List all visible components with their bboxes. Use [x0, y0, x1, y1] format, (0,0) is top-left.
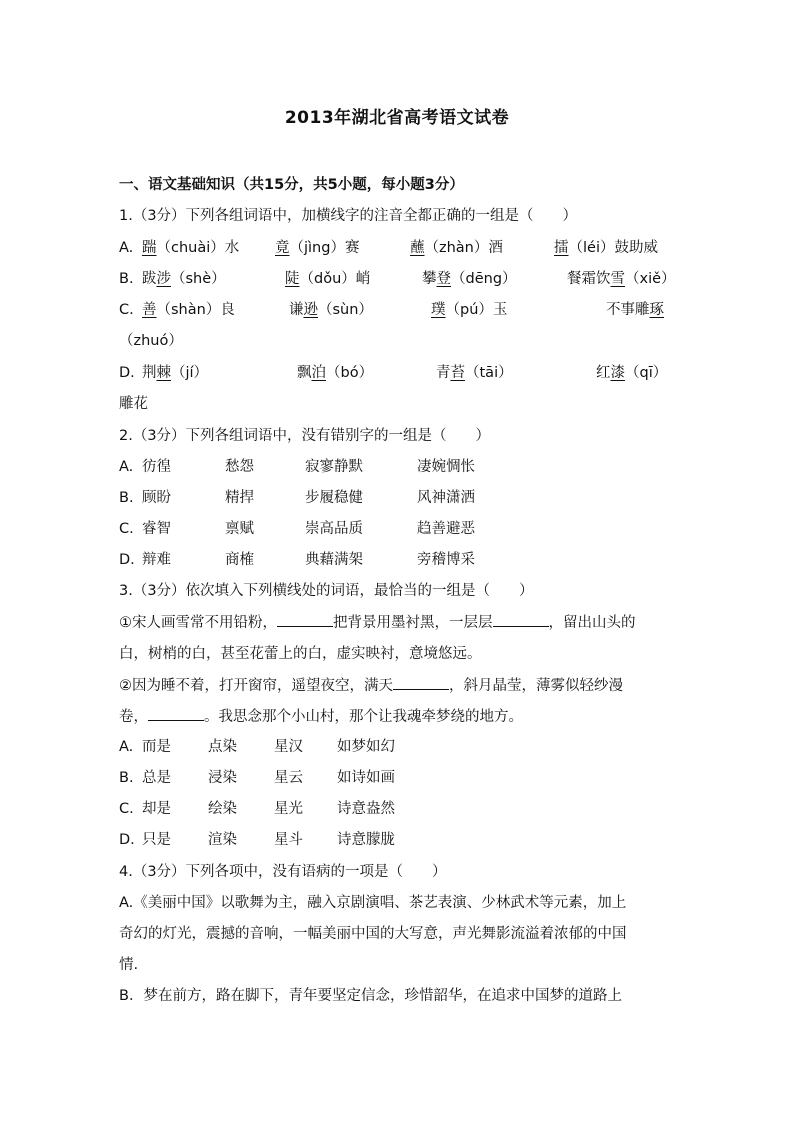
option-word: 寂寥静默 — [305, 459, 363, 475]
option-word: 星斗 — [274, 832, 303, 848]
q1d-word-4-cont: 雕花 — [119, 396, 148, 412]
option-word: 只是 — [142, 832, 171, 848]
q1a-word-2: 竟（jìng）赛 — [275, 240, 360, 256]
option-word: 浸染 — [208, 770, 237, 786]
option-word: 却是 — [142, 801, 171, 817]
q1c-word-4-pinyin: （zhuó） — [119, 333, 183, 349]
option-label: B. — [119, 770, 134, 786]
q1c-word-2: 谦逊（sùn） — [289, 302, 373, 318]
option-word: 而是 — [142, 739, 171, 755]
option-label: D. — [119, 832, 135, 848]
q1c-word-3: 璞（pú）玉 — [431, 302, 508, 318]
question-1-stem: 1.（3分）下列各组词语中，加横线字的注音全都正确的一组是（ ） — [119, 208, 578, 224]
option-label: A. — [119, 240, 134, 256]
option-word: 诗意朦胧 — [337, 832, 395, 848]
q1a-word-1: 踹（chuài）水 — [142, 240, 240, 256]
option-label: C. — [119, 521, 134, 537]
q1b-word-2: 陡（dǒu）峭 — [285, 271, 371, 287]
option-label: B. — [119, 271, 134, 287]
option-word: 顾盼 — [142, 490, 171, 506]
option-word: 星光 — [274, 801, 303, 817]
q3-passage-2-line-1: ②因为睡不着，打开窗帘，遥望夜空，满天 ，斜月晶莹，薄雾似轻纱漫 — [119, 675, 623, 696]
option-word: 步履稳健 — [305, 490, 363, 506]
option-word: 风神潇洒 — [417, 490, 475, 506]
option-word: 旁稽博采 — [417, 552, 475, 568]
option-word: 如梦如幻 — [337, 739, 395, 755]
option-label: D. — [119, 552, 135, 568]
option-label: C. — [119, 801, 134, 817]
q1d-word-2: 飘泊（bó） — [297, 365, 374, 381]
question-3-stem: 3.（3分）依次填入下列横线处的词语，最恰当的一组是（ ） — [119, 583, 534, 599]
option-word: 崇高品质 — [305, 521, 363, 537]
option-word: 诗意盎然 — [337, 801, 395, 817]
section-heading: 一、语文基础知识（共15分，共5小题，每小题3分） — [119, 177, 464, 193]
option-label: C. — [119, 302, 134, 318]
q1d-word-4: 红漆（qī） — [596, 365, 668, 381]
option-word: 精捍 — [225, 490, 254, 506]
option-word: 星汉 — [274, 739, 303, 755]
option-word: 趋善避恶 — [417, 521, 475, 537]
fill-blank — [277, 612, 333, 627]
q1c-word-1: 善（shàn）良 — [142, 302, 235, 318]
option-label: D. — [119, 365, 135, 381]
q1d-word-1: 荆棘（jí） — [142, 365, 209, 381]
q4-option-a-line-3: 情. — [119, 957, 139, 973]
q3-passage-2-line-2: 卷， 。我思念那个小山村，那个让我魂牵梦绕的地方。 — [119, 706, 523, 727]
option-label: A. — [119, 459, 134, 475]
option-word: 禀赋 — [225, 521, 254, 537]
option-word: 愁怨 — [225, 459, 254, 475]
option-word: 绘染 — [208, 801, 237, 817]
fill-blank — [493, 612, 549, 627]
exam-title: 2013年湖北省高考语文试卷 — [284, 108, 510, 128]
option-label: A. — [119, 739, 134, 755]
q1b-word-4: 餐霜饮雪（xiě） — [567, 271, 676, 287]
option-word: 彷徨 — [142, 459, 171, 475]
q1a-word-4: 擂（léi）鼓助威 — [554, 240, 658, 256]
option-word: 星云 — [274, 770, 303, 786]
question-4-stem: 4.（3分）下列各项中，没有语病的一项是（ ） — [119, 864, 447, 880]
q3-passage-1-line-2: 白，树梢的白，甚至花蕾上的白，虚实映衬，意境悠远。 — [119, 646, 482, 662]
option-word: 商榷 — [225, 552, 254, 568]
q3-passage-1-line-1: ①宋人画雪常不用铅粉， 把背景用墨衬黑，一层层 ，留出山头的 — [119, 612, 636, 633]
q4-option-b-line-1: B．梦在前方，路在脚下，青年要坚定信念，珍惜韶华，在追求中国梦的道路上 — [119, 988, 622, 1004]
q1d-word-3: 青苔（tāi） — [436, 365, 513, 381]
q1c-word-4: 不事雕琢 — [606, 302, 664, 318]
option-label: B. — [119, 490, 134, 506]
q4-option-a-line-2: 奇幻的灯光，震撼的音响，一幅美丽中国的大写意，声光舞影流溢着浓郁的中国 — [119, 926, 627, 942]
fill-blank — [393, 675, 449, 690]
option-word: 渲染 — [208, 832, 237, 848]
option-word: 凄婉惆怅 — [417, 459, 475, 475]
q1b-word-3: 攀登（dēng） — [422, 271, 517, 287]
option-word: 如诗如画 — [337, 770, 395, 786]
q1b-word-1: 跋涉（shè） — [142, 271, 226, 287]
option-word: 典藉满架 — [305, 552, 363, 568]
option-word: 辩难 — [142, 552, 171, 568]
q4-option-a-line-1: A.《美丽中国》以歌舞为主，融入京剧演唱、茶艺表演、少林武术等元素，加上 — [119, 895, 627, 911]
q1a-word-3: 蘸（zhàn）酒 — [410, 240, 503, 256]
fill-blank — [148, 706, 204, 721]
option-word: 总是 — [142, 770, 171, 786]
option-word: 睿智 — [142, 521, 171, 537]
question-2-stem: 2.（3分）下列各组词语中，没有错别字的一组是（ ） — [119, 428, 491, 444]
option-word: 点染 — [208, 739, 237, 755]
